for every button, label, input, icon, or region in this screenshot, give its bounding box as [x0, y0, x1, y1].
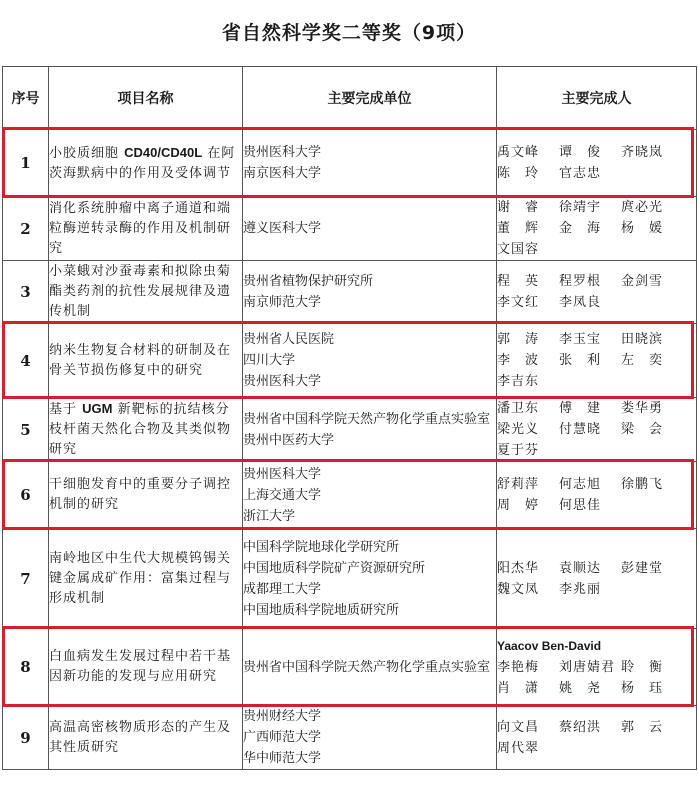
unit-name: 贵州省人民医院 — [243, 332, 335, 347]
unit-name: 广西师范大学 — [243, 730, 322, 745]
completion-people — [497, 706, 697, 770]
person-name: 何思佳 — [559, 498, 602, 513]
person-name: 彭建堂 — [621, 560, 664, 576]
completion-people — [497, 261, 697, 324]
project-name-code: CD40/CD40L — [124, 144, 203, 160]
people-line — [497, 495, 696, 516]
person-name: 董 辉 — [497, 221, 540, 236]
person-name: 周代翠 — [497, 740, 540, 756]
person-name: 梁光义 — [497, 422, 540, 437]
completion-units — [243, 706, 497, 770]
person-name-latin: Yaacov Ben-David — [497, 638, 602, 653]
table-row — [3, 197, 697, 261]
unit-name: 华中师范大学 — [243, 751, 322, 766]
header-seq: 序号 — [3, 67, 49, 130]
person-name: 程 英 — [497, 274, 540, 289]
people-line — [497, 579, 696, 600]
completion-people — [497, 629, 697, 706]
project-name: 纳米生物复合材料的研制及在骨关节损伤修复中的研究 — [49, 324, 243, 398]
person-name: 官志忠 — [559, 166, 602, 181]
person-name: 李凤良 — [559, 295, 602, 310]
header-main-people: 主要完成人 — [497, 67, 697, 130]
person-name: 徐鹏飞 — [621, 477, 664, 492]
person-name: 谢 睿 — [497, 200, 540, 215]
person-name: 付慧晓 — [559, 422, 602, 437]
person-name: 金剑雪 — [621, 274, 664, 289]
person-name: 张 利 — [559, 353, 602, 368]
unit-name: 贵州医科大学 — [243, 145, 322, 160]
project-name-part: 在阿茨海默病中的作用及受体调节 — [49, 145, 236, 181]
people-line — [497, 329, 696, 350]
project-name: 消化系统肿瘤中离子通道和端粒酶逆转录酶的作用及机制研究 — [49, 197, 243, 261]
row-seq: 4 — [3, 324, 49, 398]
header-project-name: 项目名称 — [49, 67, 243, 130]
person-name: 魏文凤 — [497, 581, 540, 597]
person-name: 聆 衡 — [621, 659, 664, 675]
completion-people — [497, 529, 697, 629]
unit-name: 南京师范大学 — [243, 295, 322, 310]
person-name: 李吉东 — [497, 374, 540, 389]
project-name: 白血病发生发展过程中若干基因新功能的发现与应用研究 — [49, 629, 243, 706]
person-name: 庹必光 — [621, 200, 664, 215]
person-name: 文国容 — [497, 242, 540, 257]
person-name: 姚 尧 — [559, 680, 602, 696]
unit-name: 上海交通大学 — [243, 487, 322, 503]
people-line — [497, 558, 696, 579]
project-name — [49, 130, 243, 197]
person-name: 梁 会 — [621, 422, 664, 437]
project-name: 干细胞发育中的重要分子调控机制的研究 — [49, 462, 243, 529]
person-name: 蔡绍洪 — [559, 719, 602, 735]
person-name: 杨 珏 — [621, 680, 664, 696]
completion-people — [497, 324, 697, 398]
project-name — [49, 398, 243, 462]
completion-units — [243, 398, 497, 462]
unit-name: 四川大学 — [243, 353, 296, 368]
person-name: 娄华勇 — [621, 401, 664, 416]
row-seq: 2 — [3, 197, 49, 261]
person-name: 程罗根 — [559, 274, 602, 289]
project-name-part: 新靶标的抗结核分枝杆菌天然化合物及其类似物研究 — [49, 402, 232, 457]
person-name: 袁顺达 — [559, 560, 602, 576]
table-row — [3, 324, 697, 398]
people-line — [497, 440, 696, 461]
people-line — [497, 350, 696, 371]
row-seq: 8 — [3, 629, 49, 706]
person-name: 潘卫东 — [497, 401, 540, 416]
table-row — [3, 706, 697, 770]
people-line — [497, 738, 696, 759]
unit-name: 贵州中医药大学 — [243, 432, 335, 448]
person-name: 何志旭 — [559, 477, 602, 492]
person-name: 禹文峰 — [497, 145, 540, 160]
completion-units — [243, 629, 497, 706]
unit-name: 贵州医科大学 — [243, 466, 322, 482]
people-line — [497, 657, 696, 678]
project-name-code: UGM — [82, 401, 113, 416]
completion-units — [243, 130, 497, 197]
person-name: 李玉宝 — [559, 332, 602, 347]
completion-people — [497, 398, 697, 462]
people-line — [497, 239, 696, 260]
person-name: 李 波 — [497, 353, 540, 368]
person-name: 夏于芬 — [497, 443, 540, 458]
table-row — [3, 629, 697, 706]
people-line — [497, 142, 696, 163]
person-name: 杨 媛 — [621, 221, 664, 236]
table-header-row — [3, 67, 697, 130]
completion-units — [243, 462, 497, 529]
table-row — [3, 130, 697, 197]
people-line — [497, 292, 696, 313]
unit-name: 中国地质科学院矿产资源研究所 — [243, 560, 426, 576]
people-line — [497, 197, 696, 218]
person-name: 谭 俊 — [559, 145, 602, 160]
unit-name: 贵州财经大学 — [243, 709, 322, 724]
person-name: 李艳梅 — [497, 659, 540, 675]
person-name: 刘唐婧君 — [559, 659, 616, 675]
person-name: 阳杰华 — [497, 560, 540, 576]
unit-name: 南京医科大学 — [243, 166, 322, 181]
unit-name: 遵义医科大学 — [243, 221, 322, 236]
people-line — [497, 218, 696, 239]
people-line — [497, 371, 696, 392]
person-name: 肖 潇 — [497, 680, 540, 696]
person-name: 郭 涛 — [497, 332, 540, 347]
row-seq: 1 — [3, 130, 49, 197]
project-name: 小菜蛾对沙蚕毒素和拟除虫菊酯类药剂的抗性发展规律及遗传机制 — [49, 261, 243, 324]
project-name-part: 基于 — [49, 402, 83, 417]
row-seq: 6 — [3, 462, 49, 529]
person-name: 向文昌 — [497, 719, 540, 735]
header-main-units: 主要完成单位 — [243, 67, 497, 130]
table-row — [3, 529, 697, 629]
unit-name: 贵州医科大学 — [243, 374, 322, 389]
person-name: 郭 云 — [621, 719, 664, 735]
person-name: 陈 玲 — [497, 166, 540, 181]
completion-units — [243, 261, 497, 324]
awards-table — [2, 66, 697, 770]
completion-units — [243, 324, 497, 398]
people-line — [497, 717, 696, 738]
people-line — [497, 678, 696, 699]
unit-name: 贵州省中国科学院天然产物化学重点实验室 — [243, 411, 491, 427]
person-name: 李文红 — [497, 295, 540, 310]
project-name: 南岭地区中生代大规模钨锡关键金属成矿作用：富集过程与形成机制 — [49, 529, 243, 629]
row-seq: 7 — [3, 529, 49, 629]
unit-name: 中国地质科学院地质研究所 — [243, 602, 400, 618]
completion-people — [497, 130, 697, 197]
people-line — [497, 398, 696, 419]
completion-people — [497, 462, 697, 529]
project-name-part: 小胶质细胞 — [49, 145, 125, 161]
page-title: 省自然科学奖二等奖（9项） — [221, 22, 477, 44]
unit-name: 中国科学院地球化学研究所 — [243, 539, 400, 555]
person-name: 周 婷 — [497, 498, 540, 513]
people-line — [497, 271, 696, 292]
completion-people — [497, 197, 697, 261]
unit-name: 贵州省中国科学院天然产物化学重点实验室 — [243, 659, 491, 675]
person-name: 舒莉萍 — [497, 477, 540, 492]
project-name: 高温高密核物质形态的产生及其性质研究 — [49, 706, 243, 770]
row-seq: 3 — [3, 261, 49, 324]
table-row — [3, 261, 697, 324]
person-name: 金 海 — [559, 221, 602, 236]
completion-units — [243, 529, 497, 629]
row-seq: 5 — [3, 398, 49, 462]
unit-name: 成都理工大学 — [243, 581, 322, 597]
person-name: 左 奕 — [621, 353, 664, 368]
person-name: 李兆丽 — [559, 581, 602, 597]
row-seq: 9 — [3, 706, 49, 770]
people-line — [497, 474, 696, 495]
person-name: 田晓滨 — [621, 332, 664, 347]
unit-name: 贵州省植物保护研究所 — [243, 274, 374, 289]
people-line — [497, 163, 696, 184]
people-line — [497, 419, 696, 440]
unit-name: 浙江大学 — [243, 508, 296, 524]
person-name: 齐晓岚 — [621, 145, 664, 160]
person-name: 徐靖宇 — [559, 200, 602, 215]
table-row — [3, 398, 697, 462]
completion-units — [243, 197, 497, 261]
table-row — [3, 462, 697, 529]
person-name: 傅 建 — [559, 401, 602, 416]
